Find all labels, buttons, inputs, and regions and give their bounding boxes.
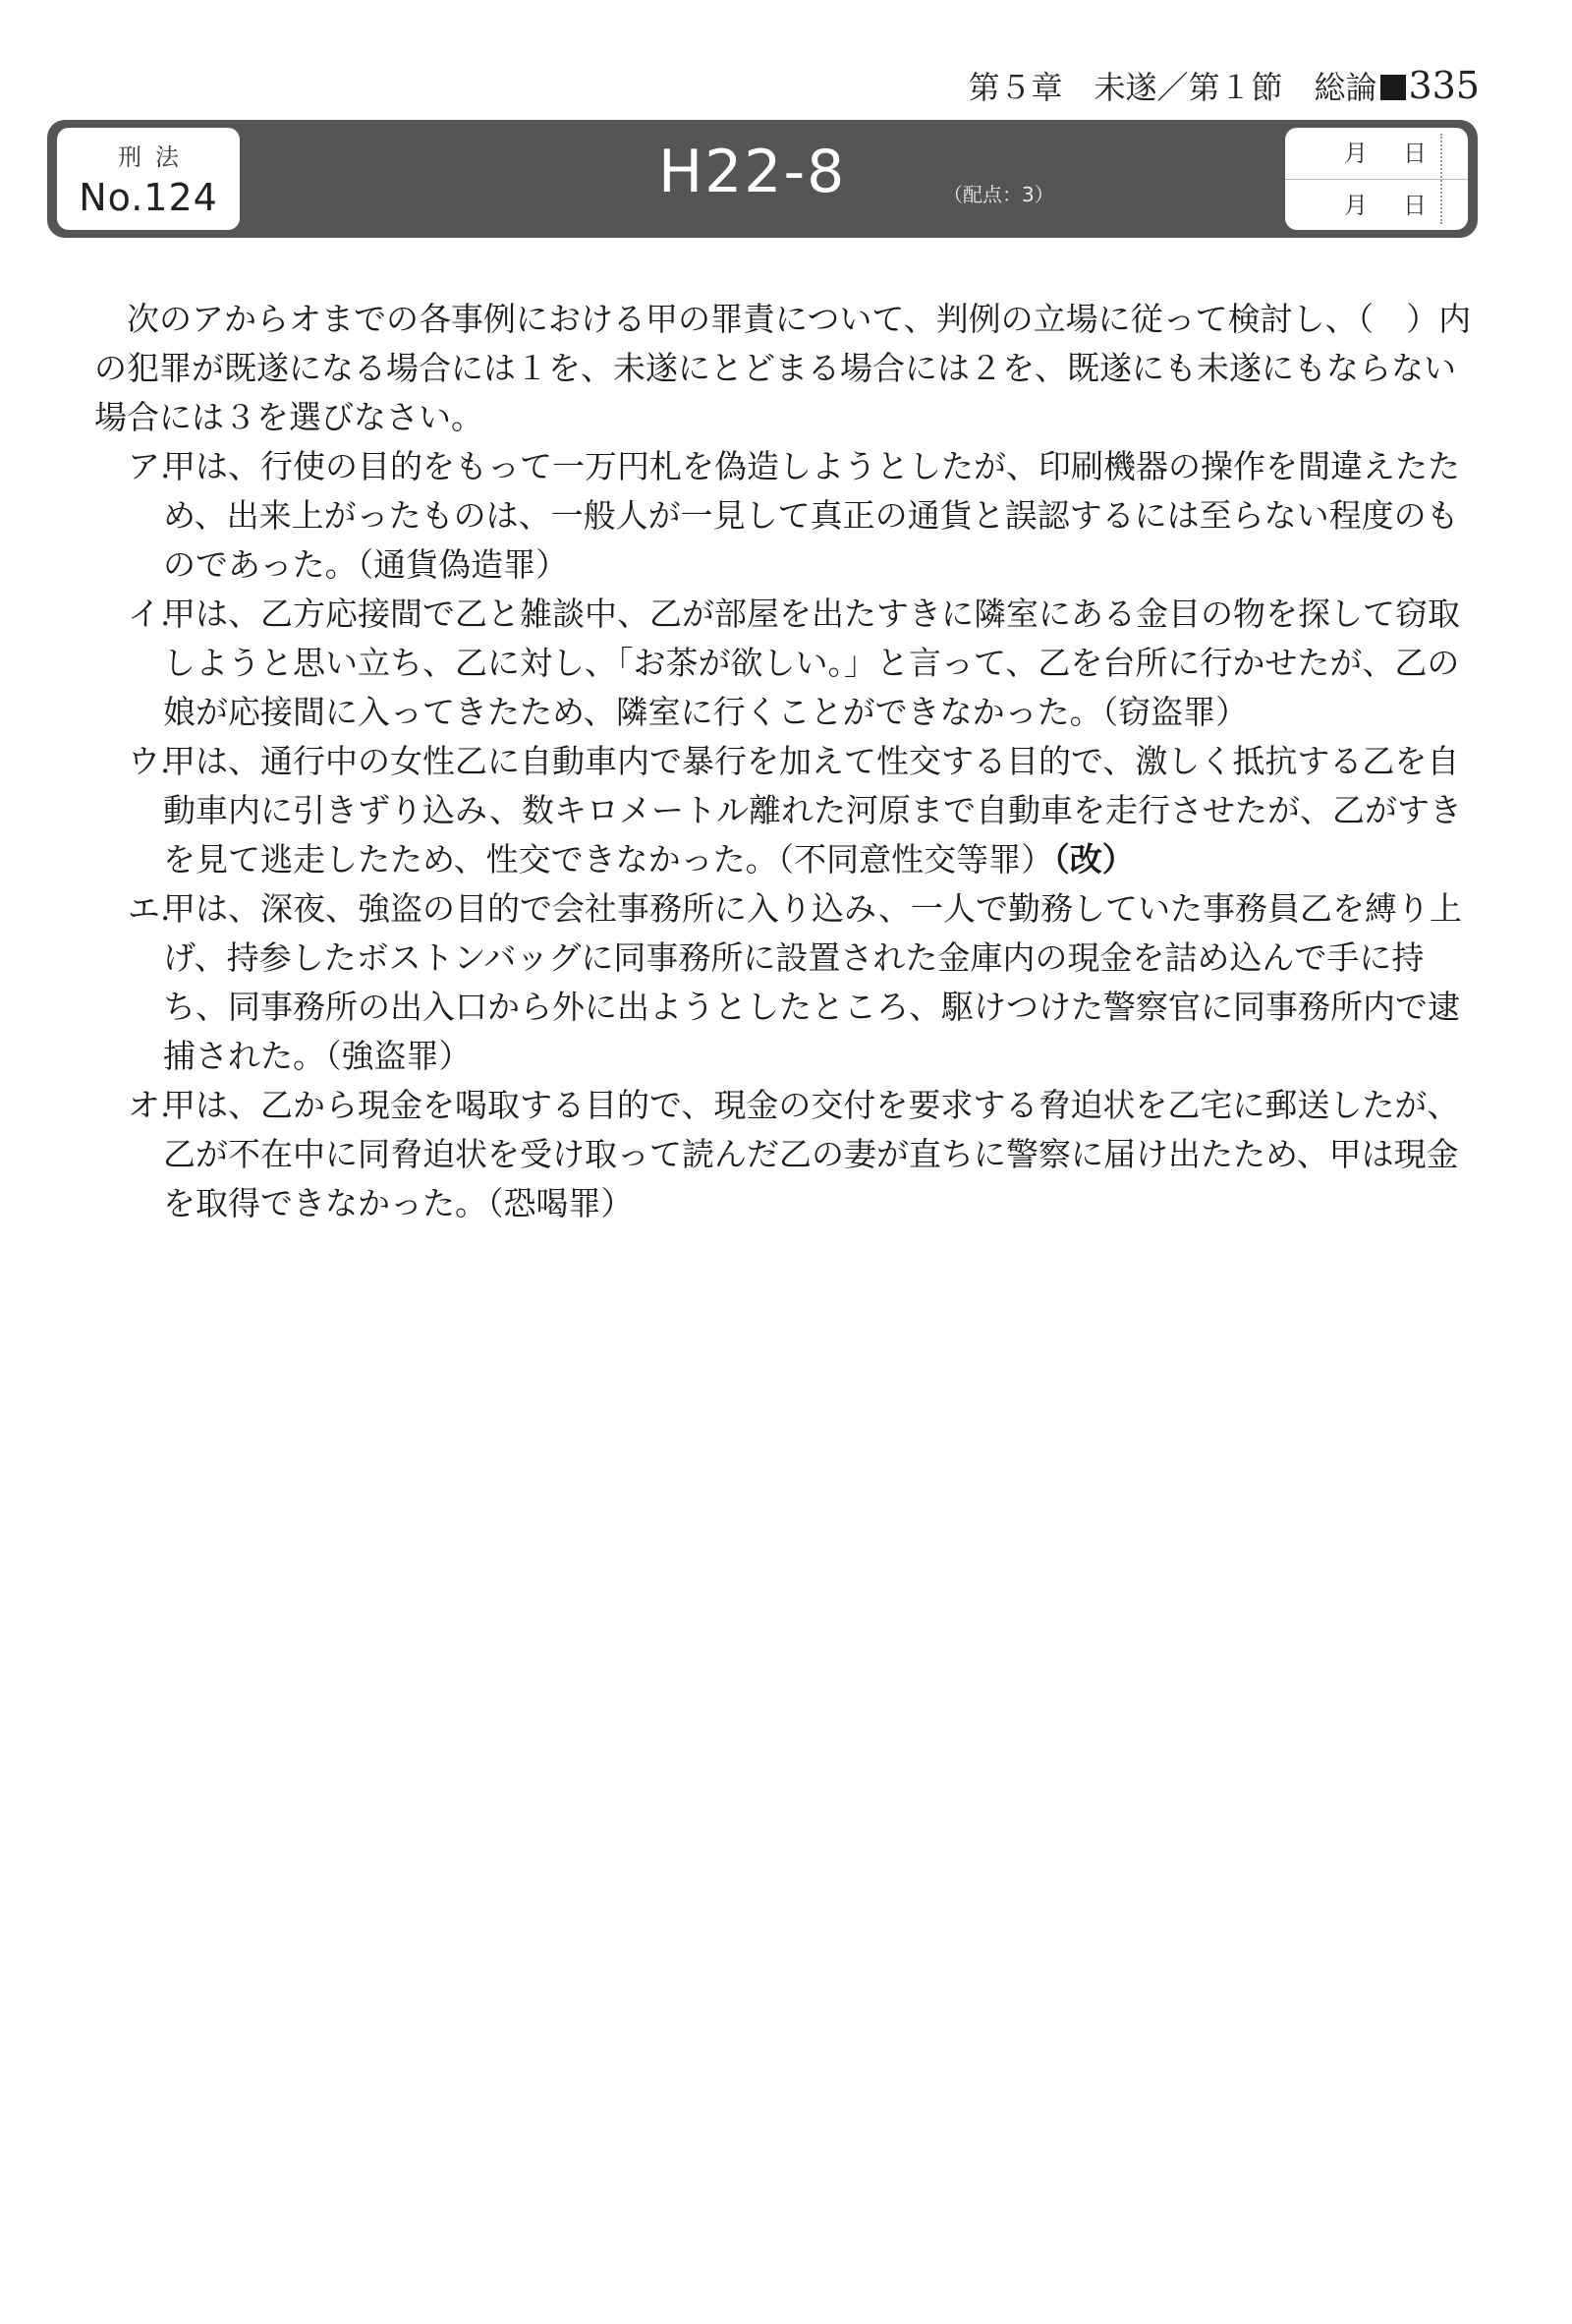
revision-note: （改） (1053, 840, 1135, 879)
case-text: 甲は、行使の目的をもって一万円札を偽造しようとしたが、印刷機器の操作を間違えたため、出来上がったものは、一般人が一見して真正の通貨と誤認するには至らない程度のものであった。（通貨偽造罪） (163, 447, 1460, 584)
case-item (94, 442, 1482, 590)
case-text: 甲は、乙方応接間で乙と雑談中、乙が部屋を出たすきに隣室にある金目の物を探して窃取しようと思い立ち、乙に対し、「お茶が欲しい。」と言って、乙を台所に行かせたが、乙の娘が応接間に入ってきたため、隣室に行くことができなかった。（窃盗罪） (163, 595, 1460, 731)
chapter-title: 第５章 未遂／第１節 総論 (968, 69, 1377, 106)
problem-number: No.124 (79, 176, 218, 219)
case-list (94, 442, 1482, 1228)
date-row (1285, 179, 1468, 231)
case-text: 甲は、深夜、強盗の目的で会社事務所に入り込み、一人で勤務していた事務員乙を縛り上げ、持参したボストンバッグに同事務所に設置された金庫内の現金を詰め込んで手に持ち、同事務所の出入口から外に出ようとしたところ、駆けつけた警察官に同事務所内で逮捕された。（強盗罪） (163, 889, 1462, 1075)
running-header (968, 63, 1480, 108)
question-intro: 次のアからオまでの各事例における甲の罪責について、判例の立場に従って検討し、（ ）内の犯罪が既遂になる場合には１を、未遂にとどまる場合には２を、既遂にも未遂にもならない場合には３を選びなさい。 (94, 300, 1472, 436)
date-row (1285, 128, 1468, 179)
subject-name: 刑法 (118, 143, 193, 171)
problem-header-bar (47, 120, 1478, 238)
page-number: 335 (1408, 64, 1480, 107)
square-mark-icon (1380, 75, 1406, 100)
case-item (94, 737, 1482, 884)
case-item (94, 884, 1482, 1081)
problem-title: H22-8 (658, 138, 847, 206)
day-label: 日 (1403, 140, 1427, 167)
case-label: エ. (128, 889, 171, 928)
case-label: ウ. (128, 742, 171, 780)
study-date-box (1285, 128, 1468, 230)
subject-box (57, 128, 240, 230)
question-body (94, 295, 1482, 1228)
month-label: 月 (1344, 192, 1368, 219)
score-label: （配点：3） (943, 183, 1054, 206)
case-text: 甲は、乙から現金を喝取する目的で、現金の交付を要求する脅迫状を乙宅に郵送したが、乙が不在中に同脅迫状を受け取って読んだ乙の妻が直ちに警察に届け出たため、甲は現金を取得できなかった。（恐喝罪） (163, 1086, 1460, 1222)
day-label: 日 (1403, 192, 1427, 219)
month-label: 月 (1344, 140, 1368, 167)
case-label: オ. (128, 1086, 171, 1124)
case-label: イ. (128, 595, 171, 633)
case-item (94, 1081, 1482, 1228)
case-item (94, 590, 1482, 737)
case-text: 甲は、通行中の女性乙に自動車内で暴行を加えて性交する目的で、激しく抵抗する乙を自動車内に引きずり込み、数キロメートル離れた河原まで自動車を走行させたが、乙がすきを見て逃走したため、性交できなかった。（不同意性交等罪） (163, 742, 1462, 879)
case-label: ア. (128, 447, 171, 485)
